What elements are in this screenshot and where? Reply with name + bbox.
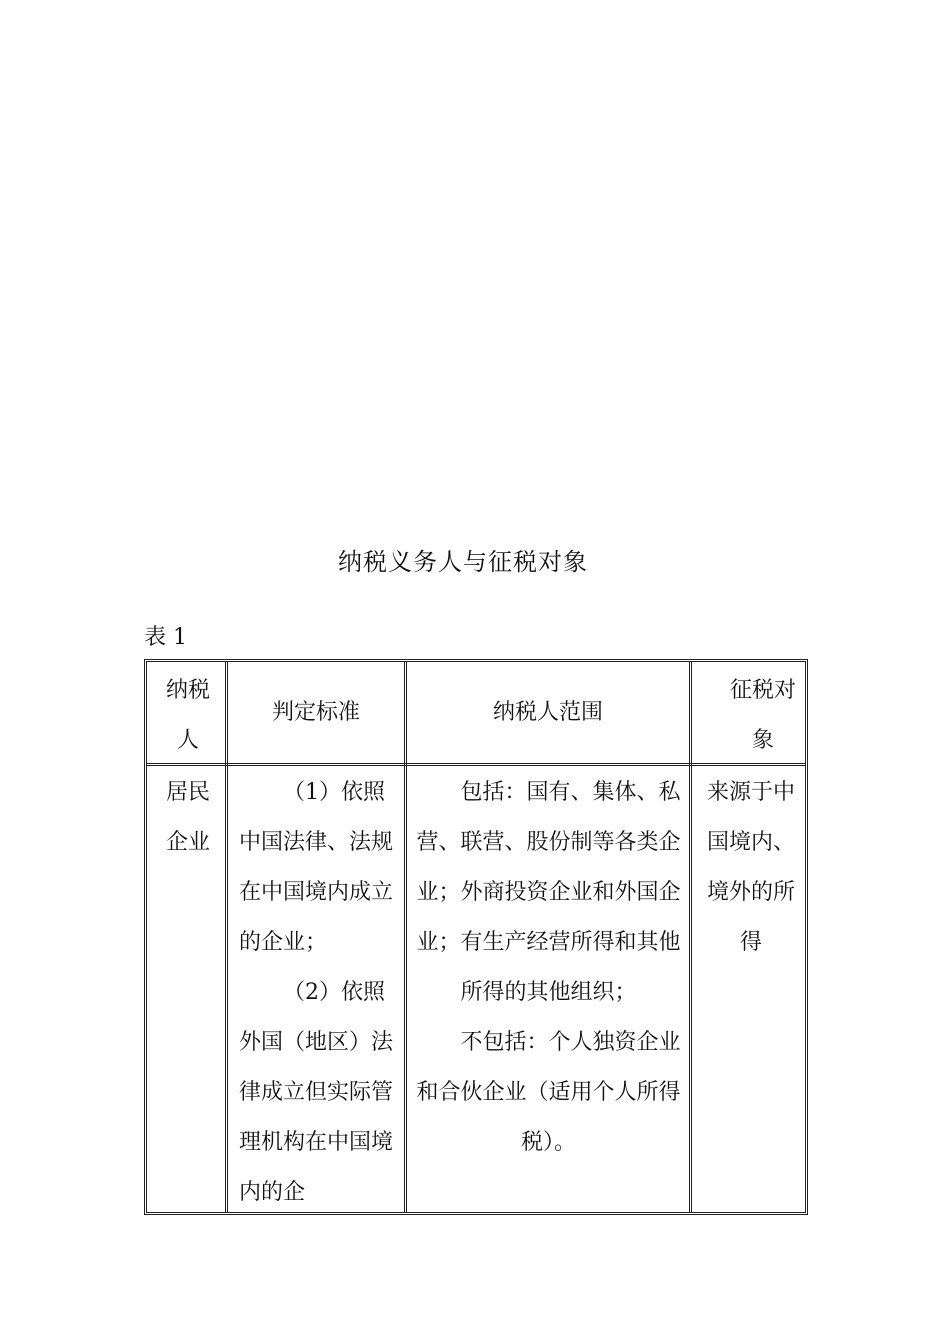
table-caption: 表 1 [144, 625, 187, 650]
criteria-item-2: （2）依照外国（地区）法律成立但实际管理机构在中国境内的企 [239, 980, 394, 1205]
header-divider [147, 763, 805, 766]
header-scope: 纳税人范围 [492, 700, 603, 725]
column-divider [689, 662, 692, 1212]
column-divider [404, 662, 407, 1212]
header-taxpayer: 纳税人 [165, 678, 210, 753]
scope-include: 包括：国有、集体、私营、联营、股份制等各类企业；外商投资企业和外国企业；有生产经营所得和其他所得的其他组织； [416, 780, 681, 1005]
header-tax-object: 征税对象 [729, 678, 796, 753]
document-title: 纳税义务人与征税对象 [338, 548, 588, 576]
scope-exclude: 不包括：个人独资企业和合伙企业（适用个人所得税）。 [416, 1030, 681, 1155]
taxpayer-table [144, 659, 808, 1215]
column-divider [225, 662, 228, 1212]
row-scope [408, 768, 689, 1212]
row-tax-object: 来源于中国境内、境外的所得 [706, 780, 795, 955]
criteria-item-1: （1）依照中国法律、法规在中国境内成立的企业； [239, 780, 394, 955]
header-criteria: 判定标准 [271, 700, 360, 725]
row-criteria [239, 768, 399, 1212]
row-taxpayer: 居民企业 [165, 780, 210, 855]
